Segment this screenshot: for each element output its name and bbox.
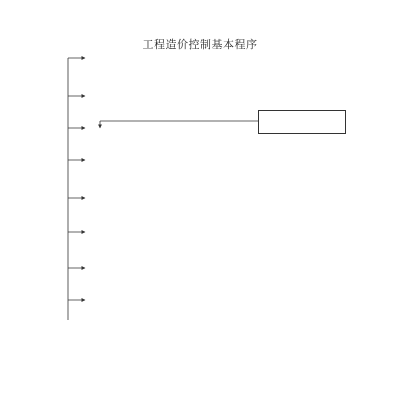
step-3: [72, 120, 182, 150]
step-5: [72, 188, 182, 218]
step-8: [72, 290, 182, 320]
step-6: [72, 222, 182, 252]
side-box-line-1: [259, 114, 345, 122]
side-department-box: [258, 110, 346, 134]
step-2: [72, 86, 182, 116]
step-7: [72, 258, 182, 288]
side-box-line-2: [259, 122, 345, 130]
page-title: 工程造价控制基本程序: [142, 38, 258, 51]
step-1: [72, 50, 182, 80]
step-4: [72, 152, 182, 182]
